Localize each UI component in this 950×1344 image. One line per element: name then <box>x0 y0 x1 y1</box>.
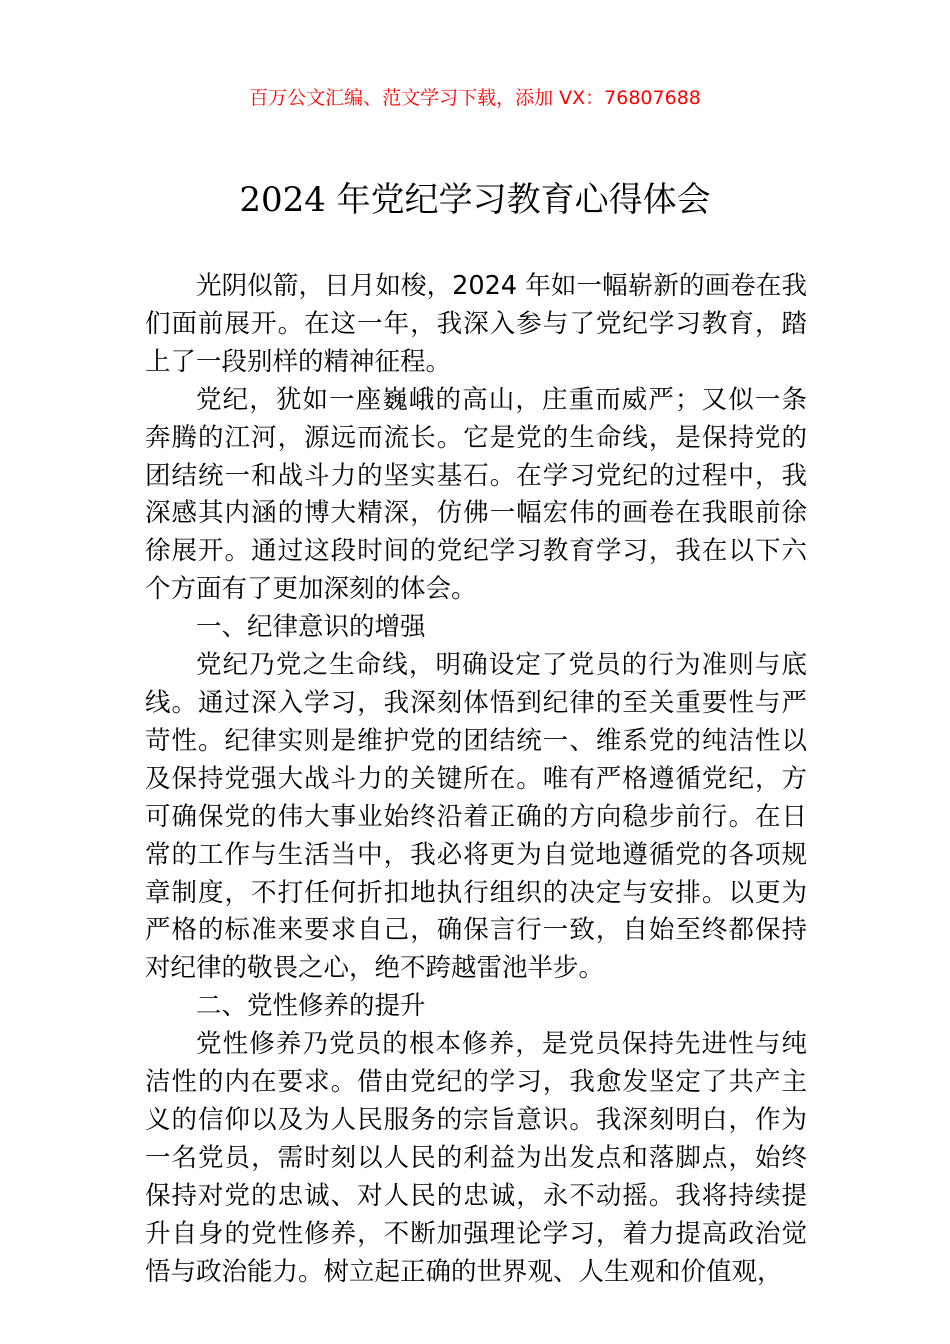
document-body <box>145 268 807 1291</box>
section-heading-1: 一、纪律意识的增强 <box>196 612 426 643</box>
paragraph-section-1: 党纪乃党之生命线，明确设定了党员的行为准则与底线。通过深入学习，我深刻体悟到纪律的至关重要性与严苛性。纪律实则是维护党的团结统一、维系党的纯洁性以及保持党强大战斗力的关键所在。唯有严格遵循党纪，方可确保党的伟大事业始终沿着正确的方向稳步前行。在日常的工作与生活当中，我必将更为自觉地遵循党的各项规章制度，不打任何折扣地执行组织的决定与安排。以更为严格的标准来要求自己，确保言行一致，自始至终都保持对纪律的敬畏之心，绝不跨越雷池半步。 <box>145 650 807 984</box>
document-title: 2024 年党纪学习教育心得体会 <box>239 180 711 220</box>
paragraph-intro: 光阴似箭，日月如梭，2024 年如一幅崭新的画卷在我们面前展开。在这一年，我深入参与了党纪学习教育，踏上了一段别样的精神征程。 <box>145 271 807 377</box>
header-watermark-note: 百万公文汇编、范文学习下载，添加 VX：76807688 <box>249 87 701 109</box>
paragraph-discipline-overview: 党纪，犹如一座巍峨的高山，庄重而威严；又似一条奔腾的江河，源远而流长。它是党的生命线，是保持党的团结统一和战斗力的坚实基石。在学习党纪的过程中，我深感其内涵的博大精深，仿佛一幅宏伟的画卷在我眼前徐徐展开。通过这段时间的党纪学习教育学习，我在以下六个方面有了更加深刻的体会。 <box>145 384 807 605</box>
section-heading-2: 二、党性修养的提升 <box>196 991 426 1022</box>
paragraph-section-2: 党性修养乃党员的根本修养，是党员保持先进性与纯洁性的内在要求。借由党纪的学习，我愈发坚定了共产主义的信仰以及为人民服务的宗旨意识。我深刻明白，作为一名党员，需时刻以人民的利益为出发点和落脚点，始终保持对党的忠诚、对人民的忠诚，永不动摇。我将持续提升自身的党性修养，不断加强理论学习，着力提高政治觉悟与政治能力。树立起正确的世界观、人生观和价值观， <box>145 1029 807 1287</box>
